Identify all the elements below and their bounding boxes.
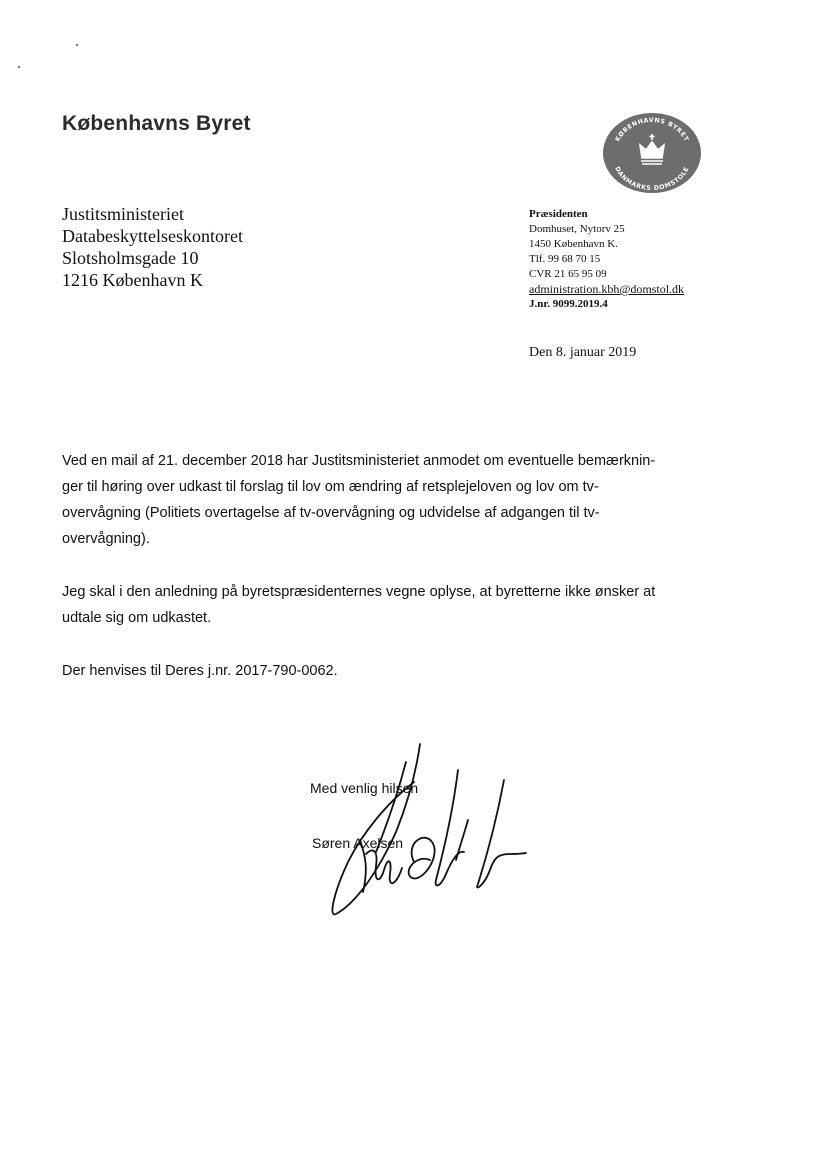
seal-text-top: KØBENHAVNS BYRET [614, 116, 690, 143]
body-line: overvågning). [62, 531, 150, 547]
signer-name: Søren Axelsen [312, 835, 404, 851]
sender-address-line: Domhuset, Nytorv 25 [529, 223, 625, 235]
sender-email[interactable]: administration.kbh@domstol.dk [529, 282, 685, 296]
recipient-line: 1216 København K [62, 270, 203, 290]
sender-title: Præsidenten [529, 208, 588, 220]
scan-speck [76, 44, 78, 46]
closing-greeting: Med venlig hilsen [310, 780, 419, 796]
recipient-line: Slotsholmsgade 10 [62, 248, 199, 268]
body-line: Der henvises til Deres j.nr. 2017-790-0062. [62, 663, 338, 679]
recipient-line: Databeskyttelseskontoret [62, 226, 243, 246]
scan-speck [18, 66, 20, 68]
body-paragraph-2 [62, 579, 722, 631]
recipient-address [62, 203, 243, 291]
body-line: ger til høring over udkast til forslag til lov om ændring af retsplejeloven og lov om tv- [62, 479, 599, 495]
body-line: Ved en mail af 21. december 2018 har Justitsministeriet anmodet om eventuelle bemærknin- [62, 453, 656, 469]
sender-case-number: J.nr. 9099.2019.4 [529, 298, 608, 310]
court-seal [602, 112, 702, 194]
handwritten-signature [318, 742, 528, 922]
body-paragraph-1 [62, 448, 722, 552]
letter-date: Den 8. januar 2019 [529, 345, 637, 360]
body-line: overvågning (Politiets overtagelse af tv-overvågning og udvidelse af adgangen til tv- [62, 505, 600, 521]
sender-phone: Tlf. 99 68 70 15 [529, 253, 601, 265]
body-paragraph-3 [62, 658, 722, 684]
recipient-line: Justitsministeriet [62, 204, 185, 224]
body-line: Jeg skal i den anledning på byretspræsidenternes vegne oplyse, at byretterne ikke ønsker at [62, 584, 656, 600]
sender-address-line: 1450 København K. [529, 238, 618, 250]
body-line: udtale sig om udkastet. [62, 610, 212, 626]
seal-text-bottom: DANMARKS DOMSTOLE [613, 165, 691, 193]
sender-block [529, 207, 684, 312]
sender-cvr: CVR 21 65 95 09 [529, 268, 607, 280]
court-name: Københavns Byret [62, 112, 251, 135]
